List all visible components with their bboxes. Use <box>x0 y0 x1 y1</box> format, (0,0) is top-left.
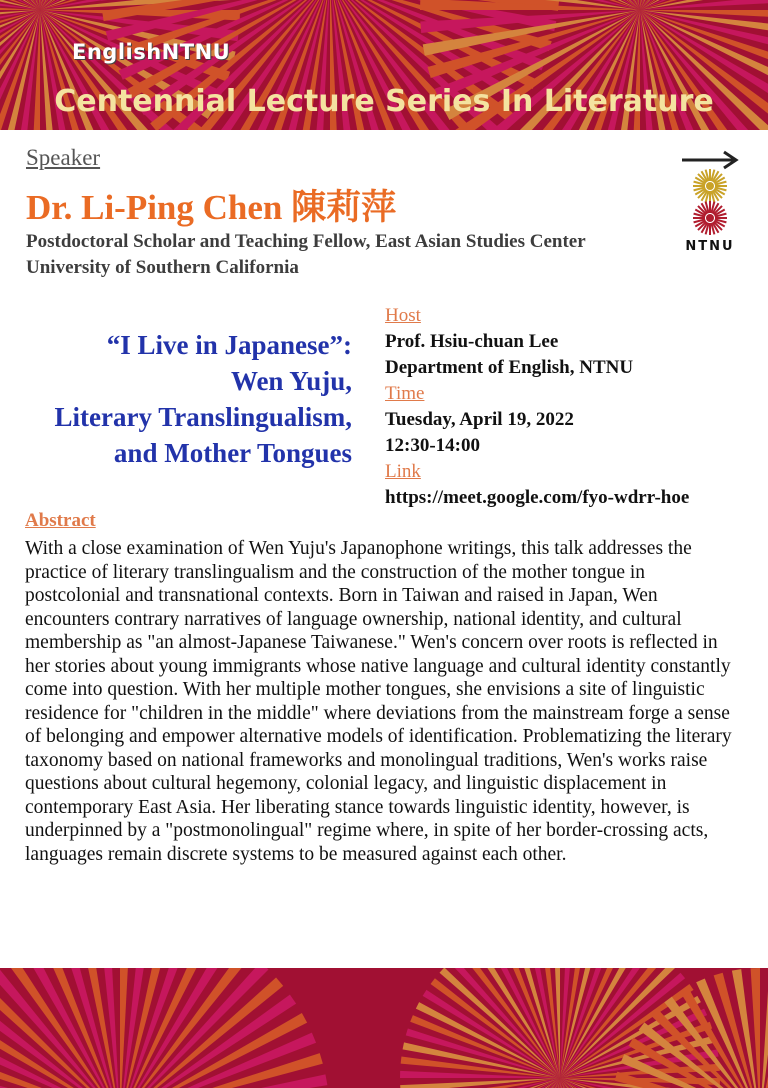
speaker-affiliation-line1: Postdoctoral Scholar and Teaching Fellow, East Asian Studies Center <box>26 231 586 252</box>
event-date: Tuesday, April 19, 2022 <box>385 409 574 430</box>
event-info <box>385 303 689 511</box>
speaker-affiliation-line2: University of Southern California <box>26 257 299 278</box>
series-title: Centennial Lecture Series In Literature <box>54 84 714 119</box>
ntnu-emblem-icon <box>680 150 740 258</box>
speaker-label: Speaker <box>26 145 101 170</box>
speaker-name: Dr. Li-Ping Chen 陳莉萍 <box>26 188 397 227</box>
english-ntnu-logo-text: EnglishNTNU <box>72 40 231 64</box>
event-time: 12:30-14:00 <box>385 435 480 456</box>
host-name: Prof. Hsiu-chuan Lee <box>385 331 559 352</box>
abstract-label: Abstract <box>25 510 96 531</box>
talk-title-line: and Mother Tongues <box>113 438 352 468</box>
time-label: Time <box>385 383 425 404</box>
ntnu-logo-text: NTNU <box>685 239 735 254</box>
speaker-affiliation <box>26 229 586 281</box>
host-department: Department of English, NTNU <box>385 357 634 378</box>
abstract-text: With a close examination of Wen Yuju's Japanophone writings, this talk addresses the practice of literary translingualism and the construction of the mother tongue in postcolonial and transnational contexts. Born in Taiwan and raised in Japan, Wen encounters contrary narratives of language ownership, national identity, and cultural membership as "an almost-Japanese Taiwanese." Wen's concern over roots is reflected in her stories about young immigrants whose native language and cultural identity constantly come into question. With her multiple mother tongues, she envisions a site of linguistic residence for "children in the middle" where deviations from the mainstream forge a sense of belonging and empower alternative models of identification. Problematizing the literary taxonomy based on national frameworks and monolingual traditions, Wen's works raise questions about cultural hegemony, colonial legacy, and linguistic displacement in contemporary East Asia. Her liberating stance towards linguistic identity, however, is underpinned by a "postmonolingual" regime where, in spite of her border-crossing acts, languages remain discrete systems to be measured against each other. <box>25 538 732 865</box>
talk-title-line: Wen Yuju, <box>230 366 352 396</box>
link-label: Link <box>385 461 421 482</box>
talk-title <box>18 327 352 471</box>
ntnu-logo <box>680 150 740 258</box>
talk-title-line: Literary Translingualism, <box>54 402 352 432</box>
talk-title-line: “I Live in Japanese”: <box>106 330 352 360</box>
host-label: Host <box>385 305 421 326</box>
bottom-banner-graphic <box>0 968 768 1088</box>
meeting-link[interactable]: https://meet.google.com/fyo-wdrr-hoe <box>385 487 690 508</box>
bottom-banner <box>0 968 768 1088</box>
